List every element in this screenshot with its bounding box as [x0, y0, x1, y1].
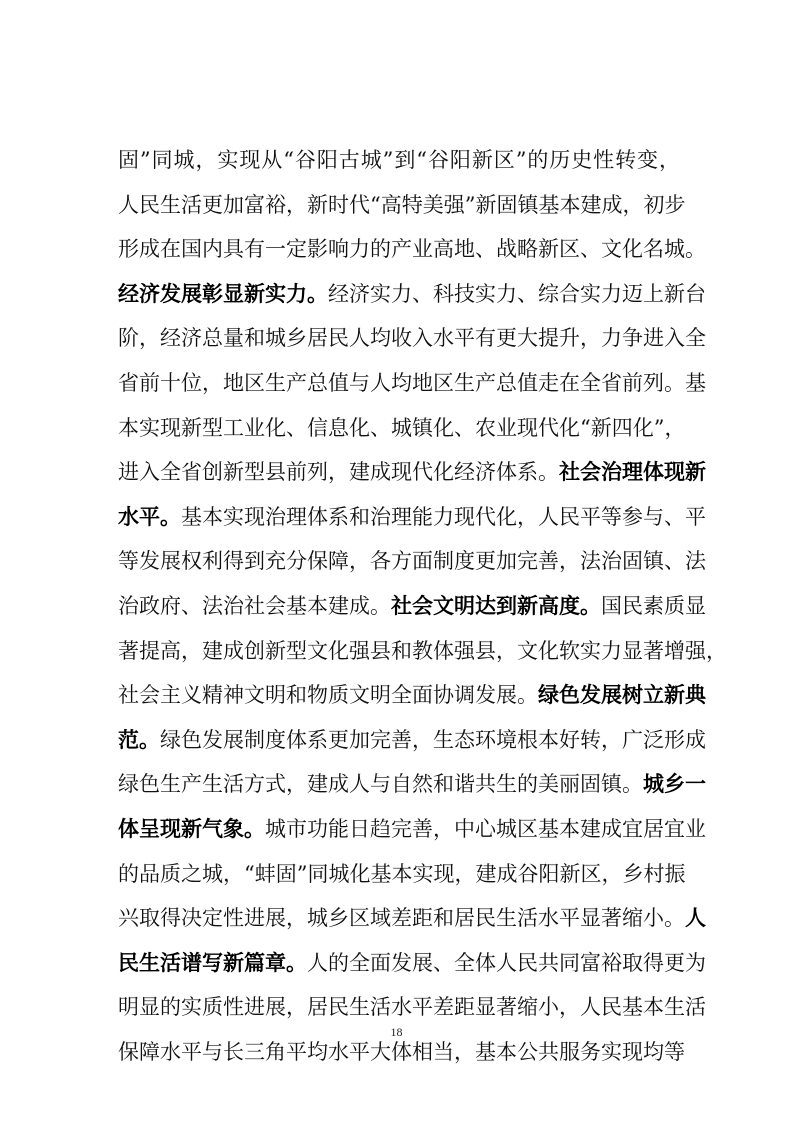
page-number: 18 — [390, 1025, 403, 1039]
text-line — [118, 851, 686, 897]
text-run: 的品质之城，“蚌固”同城化基本实现，建成谷阳新区，乡村振 — [118, 862, 686, 886]
text-line — [118, 628, 727, 674]
text-line — [118, 494, 706, 540]
text-line — [118, 226, 706, 272]
text-run: 人的全面发展、全体人民共同富裕取得更为 — [307, 951, 706, 975]
text-line — [118, 583, 706, 629]
text-run: 城市功能日趋完善，中心城区基本建成宜居宜业 — [265, 817, 706, 841]
text-line — [118, 182, 686, 228]
text-run: 兴取得决定性进展，城乡区域差距和居民生活水平显著缩小。 — [118, 906, 685, 930]
text-run: 基本实现治理体系和治理能力现代化，人民平等参与、平 — [181, 505, 706, 529]
text-run: 保障水平与长三角平均水平大体相当，基本公共服务实现均等 — [118, 1040, 685, 1064]
text-run: 国民素质显 — [601, 594, 706, 618]
bold-heading-phrase: 人 — [685, 905, 706, 930]
text-run: 社会主义精神文明和物质文明全面协调发展。 — [118, 683, 538, 707]
text-line — [118, 449, 706, 495]
text-line — [118, 672, 706, 718]
text-line — [118, 940, 706, 986]
text-line — [118, 538, 706, 584]
text-line — [118, 360, 706, 406]
text-run: 治政府、法治社会基本建成。 — [118, 594, 391, 618]
text-run: 明显的实质性进展，居民生活水平差距显著缩小，人民基本生活 — [118, 995, 706, 1019]
bold-heading-phrase: 范。 — [118, 727, 160, 752]
bold-heading-phrase: 经济发展彰显新实力。 — [118, 281, 328, 306]
text-run: 阶，经济总量和城乡居民人均收入水平有更大提升，力争进入全 — [118, 326, 706, 350]
bold-heading-phrase: 体呈现新气象。 — [118, 816, 265, 841]
bold-heading-phrase: 城乡一 — [643, 771, 706, 796]
text-line — [118, 717, 706, 763]
text-line — [118, 405, 686, 451]
text-line — [118, 806, 706, 852]
bold-heading-phrase: 社会治理体现新 — [559, 459, 706, 484]
text-run: 绿色生产生活方式，建成人与自然和谐共生的美丽固镇。 — [118, 772, 643, 796]
text-line — [118, 761, 706, 807]
text-run: 固”同城，实现从“谷阳古城”到“谷阳新区”的历史性转变， — [118, 148, 680, 172]
text-run: 等发展权利得到充分保障，各方面制度更加完善，法治固镇、法 — [118, 549, 706, 573]
bold-heading-phrase: 水平。 — [118, 504, 181, 529]
bold-heading-phrase: 绿色发展树立新典 — [538, 682, 706, 707]
text-run: 进入全省创新型县前列，建成现代化经济体系。 — [118, 460, 559, 484]
text-run: 形成在国内具有一定影响力的产业高地、战略新区、文化名城。 — [118, 237, 706, 261]
text-line — [118, 315, 706, 361]
bold-heading-phrase: 民生活谱写新篇章。 — [118, 950, 307, 975]
text-run: 人民生活更加富裕，新时代“高特美强”新固镇基本建成，初步 — [118, 193, 686, 217]
text-line — [118, 271, 706, 317]
text-run: 著提高，建成创新型文化强县和教体强县，文化软实力显著增强， — [118, 639, 727, 663]
text-line — [118, 984, 706, 1030]
text-line — [118, 137, 680, 183]
text-line — [118, 895, 706, 941]
text-run: 经济实力、科技实力、综合实力迈上新台 — [328, 282, 706, 306]
text-run: 省前十位，地区生产总值与人均地区生产总值走在全省前列。基 — [118, 371, 706, 395]
text-run: 绿色发展制度体系更加完善，生态环境根本好转，广泛形成 — [160, 728, 706, 752]
bold-heading-phrase: 社会文明达到新高度。 — [391, 593, 601, 618]
text-run: 本实现新型工业化、信息化、城镇化、农业现代化“新四化”， — [118, 416, 686, 440]
